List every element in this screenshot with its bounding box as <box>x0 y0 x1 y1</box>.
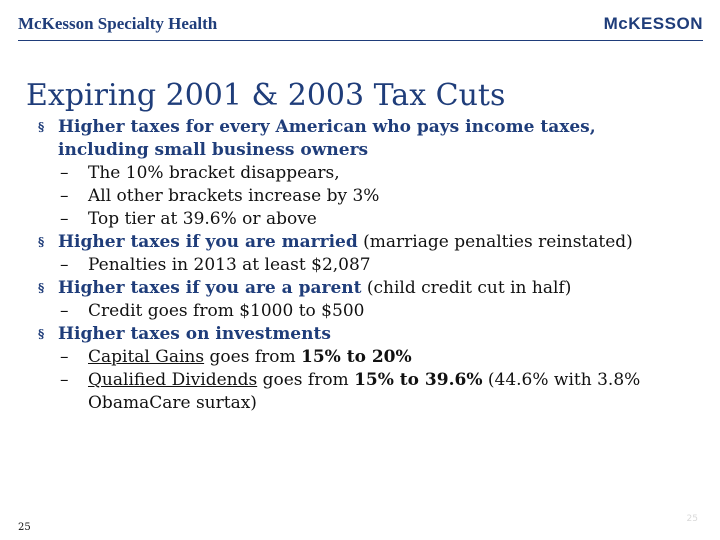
sub-bullet <box>38 162 688 185</box>
bullet-item <box>38 231 688 254</box>
dash-icon: – <box>60 370 69 390</box>
brand-wordmark: McKesson Specialty Health <box>18 14 218 33</box>
sub-underlined-term: Capital Gains <box>88 347 205 367</box>
dash-icon: – <box>60 186 69 206</box>
slide-title: Expiring 2001 & 2003 Tax Cuts <box>26 78 506 114</box>
bullet-icon: § <box>38 281 45 295</box>
dash-icon: – <box>60 209 69 229</box>
sub-bullet <box>38 254 688 277</box>
sub-bullet-text: The 10% bracket disappears, <box>88 163 340 183</box>
sub-bullet-text: goes from <box>204 347 301 367</box>
bullet-icon: § <box>38 235 45 249</box>
bullet-bold-text: Higher taxes if you are a parent <box>58 278 362 298</box>
bullet-icon: § <box>38 120 45 134</box>
bullet-bold-text: Higher taxes on investments <box>58 324 331 344</box>
dash-icon: – <box>60 347 69 367</box>
bullet-item <box>38 323 688 346</box>
bullet-bold-text: Higher taxes if you are married <box>58 232 358 252</box>
bullet-icon: § <box>38 327 45 341</box>
sub-bullet-text: goes from <box>257 370 355 390</box>
slide-content <box>38 116 688 415</box>
sub-bullet-text: Credit goes from $1000 to $500 <box>88 301 365 321</box>
sub-bullet <box>38 300 688 323</box>
sub-bullet-tail: (44.6% with 3.8% ObamaCare surtax) <box>88 370 641 413</box>
dash-icon: – <box>60 255 69 275</box>
bullet-note: (child credit cut in half) <box>361 278 572 298</box>
sub-bullet-text: Top tier at 39.6% or above <box>88 209 317 229</box>
sub-strong-value: 15% to 39.6% <box>354 370 483 390</box>
header-divider <box>18 40 703 41</box>
sub-bullet <box>38 369 688 415</box>
bullet-text: Higher taxes for every American who pays income taxes, including small business owners <box>58 117 596 160</box>
sub-bullet <box>38 346 688 369</box>
page-number: 25 <box>18 522 31 533</box>
ghost-page-number: 25 <box>686 514 698 524</box>
bullet-item <box>38 277 688 300</box>
company-logo: McKESSON <box>603 14 703 33</box>
sub-bullet-text: Penalties in 2013 at least $2,087 <box>88 255 371 275</box>
sub-bullet <box>38 185 688 208</box>
bullet-item <box>38 116 688 162</box>
dash-icon: – <box>60 301 69 321</box>
dash-icon: – <box>60 163 69 183</box>
bullet-note: (marriage penalties reinstated) <box>357 232 633 252</box>
sub-underlined-term: Qualified Dividends <box>88 370 258 390</box>
sub-bullet-text: All other brackets increase by 3% <box>88 186 380 206</box>
sub-strong-value: 15% to 20% <box>301 347 412 367</box>
sub-bullet <box>38 208 688 231</box>
